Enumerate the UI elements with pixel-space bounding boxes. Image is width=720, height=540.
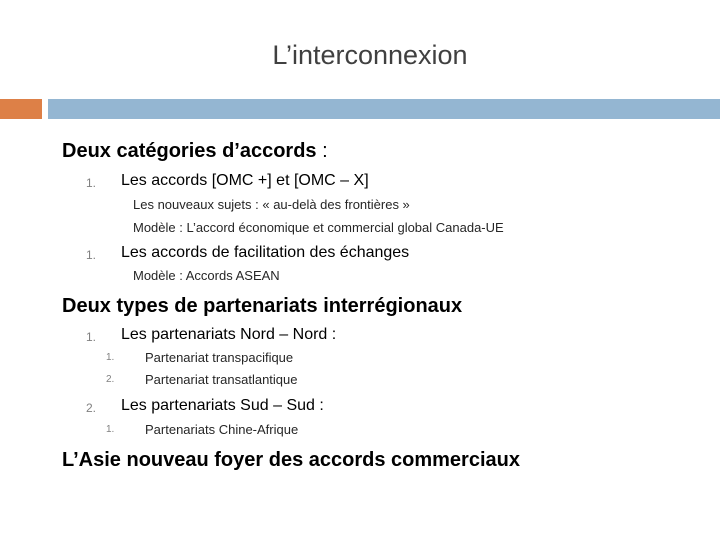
slide-title: L’interconnexion [272, 40, 468, 70]
list-number: 2. [86, 401, 97, 415]
note-modele-asean: Modèle : Accords ASEAN [133, 268, 280, 283]
list-number: 1. [106, 424, 115, 435]
list-number: 1. [86, 176, 97, 190]
list-number: 1. [86, 248, 97, 262]
item-accords-omc: Les accords [OMC +] et [OMC – X] [121, 172, 369, 189]
subitem-chine-afrique: Partenariats Chine-Afrique [145, 422, 299, 437]
list-number: 1. [106, 352, 115, 363]
section-heading-asie: L’Asie nouveau foyer des accords commerciaux [62, 449, 520, 471]
section-heading-partenariats: Deux types de partenariats interrégionaux [62, 295, 463, 317]
item-sud-sud: Les partenariats Sud – Sud : [121, 397, 324, 414]
subitem-transatlantique: Partenariat transatlantique [145, 372, 298, 387]
item-nord-nord: Les partenariats Nord – Nord : [121, 326, 337, 343]
note-modele-canada-ue: Modèle : L’accord économique et commercial global Canada-UE [133, 220, 504, 235]
item-accords-facilitation: Les accords de facilitation des échanges [121, 244, 410, 261]
list-number: 1. [86, 330, 97, 344]
subitem-transpacifique: Partenariat transpacifique [145, 350, 294, 365]
list-number: 2. [106, 374, 115, 385]
section-heading-categories: Deux catégories d’accords : [62, 140, 328, 162]
accent-bar [0, 99, 42, 119]
note-nouveaux-sujets: Les nouveaux sujets : « au-delà des frontières » [133, 197, 410, 212]
header-bar [48, 99, 720, 119]
